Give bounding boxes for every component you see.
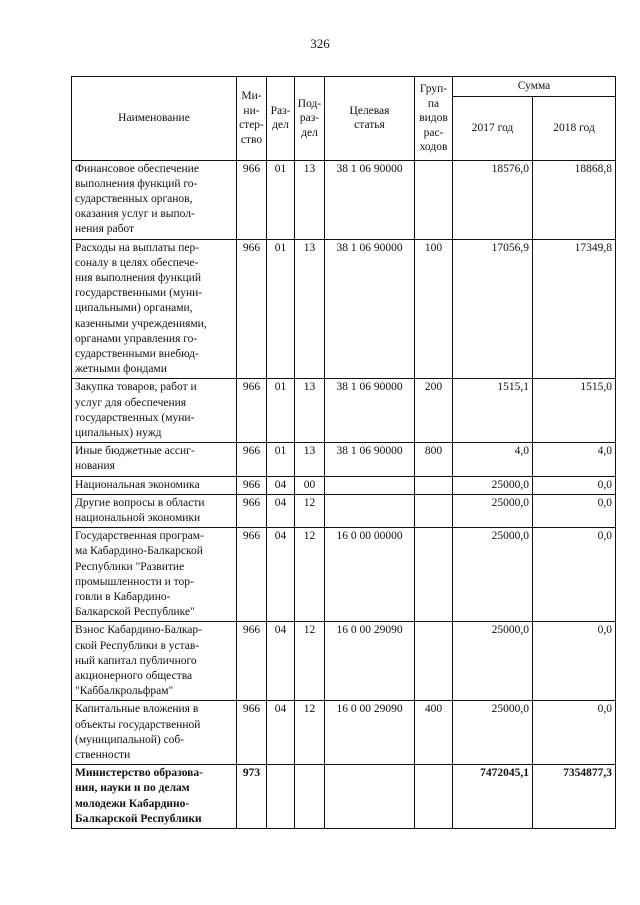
header-name: Наименование	[72, 77, 237, 161]
table-row	[72, 494, 616, 527]
cell-section: 01	[267, 443, 295, 476]
cell-sum-2017: 7472045,1	[453, 765, 533, 829]
page-number: 326	[310, 36, 330, 51]
table-row	[72, 160, 616, 239]
cell-sum-2017: 4,0	[453, 443, 533, 476]
cell-target	[325, 494, 415, 527]
cell-section	[267, 765, 295, 829]
cell-sum-2017: 25000,0	[453, 701, 533, 765]
header-year-2018: 2018 год	[533, 96, 616, 160]
header-target: Целевая статья	[325, 77, 415, 161]
cell-ministry: 966	[237, 528, 267, 622]
table-row	[72, 528, 616, 622]
cell-target: 38 1 06 90000	[325, 443, 415, 476]
header-subsection: Под- раз- дел	[295, 77, 325, 161]
cell-target: 16 0 00 29090	[325, 701, 415, 765]
cell-subsection	[295, 765, 325, 829]
cell-group	[415, 765, 453, 829]
cell-section: 01	[267, 160, 295, 239]
cell-name: Финансовое обеспечение выполнения функций го- сударственных органов, оказания услуг и выпол- нения работ	[72, 160, 237, 239]
cell-section: 04	[267, 701, 295, 765]
cell-sum-2018: 0,0	[533, 701, 616, 765]
cell-ministry: 966	[237, 701, 267, 765]
cell-sum-2018: 7354877,3	[533, 765, 616, 829]
cell-ministry: 966	[237, 379, 267, 443]
table-row	[72, 622, 616, 701]
cell-target	[325, 765, 415, 829]
cell-group: 800	[415, 443, 453, 476]
cell-section: 04	[267, 622, 295, 701]
cell-sum-2018: 0,0	[533, 494, 616, 527]
table-row	[72, 701, 616, 765]
cell-ministry: 966	[237, 160, 267, 239]
cell-subsection: 13	[295, 239, 325, 379]
cell-section: 01	[267, 239, 295, 379]
table-row	[72, 476, 616, 494]
cell-ministry: 973	[237, 765, 267, 829]
cell-name: Министерство образова- ния, науки и по делам молодежи Кабардино- Балкарской Республики	[72, 765, 237, 829]
cell-subsection: 13	[295, 443, 325, 476]
cell-name: Иные бюджетные ассиг- нования	[72, 443, 237, 476]
cell-sum-2018: 1515,0	[533, 379, 616, 443]
cell-sum-2017: 25000,0	[453, 494, 533, 527]
header-group: Груп- па видов рас- ходов	[415, 77, 453, 161]
budget-table	[71, 76, 616, 829]
cell-ministry: 966	[237, 476, 267, 494]
cell-sum-2018: 0,0	[533, 476, 616, 494]
cell-sum-2017: 18576,0	[453, 160, 533, 239]
cell-sum-2018: 17349,8	[533, 239, 616, 379]
cell-group: 200	[415, 379, 453, 443]
header-year-2017: 2017 год	[453, 96, 533, 160]
cell-ministry: 966	[237, 443, 267, 476]
cell-group	[415, 494, 453, 527]
cell-name: Закупка товаров, работ и услуг для обеспечения государственных (муни- ципальных) нужд	[72, 379, 237, 443]
cell-ministry: 966	[237, 494, 267, 527]
cell-name: Расходы на выплаты пер- соналу в целях обеспече- ния выполнения функций государственными (муни- ципальными) органами, казенными учреждениями, органами управления го- сударственными внебюд- жетными фондами	[72, 239, 237, 379]
cell-group: 400	[415, 701, 453, 765]
cell-target: 38 1 06 90000	[325, 239, 415, 379]
cell-subsection: 12	[295, 494, 325, 527]
header-ministry: Ми- ни- стер- ство	[237, 77, 267, 161]
cell-group	[415, 528, 453, 622]
cell-section: 04	[267, 494, 295, 527]
cell-section: 04	[267, 528, 295, 622]
cell-section: 04	[267, 476, 295, 494]
cell-target: 16 0 00 00000	[325, 528, 415, 622]
cell-target: 16 0 00 29090	[325, 622, 415, 701]
cell-subsection: 13	[295, 160, 325, 239]
table-row	[72, 443, 616, 476]
cell-name: Другие вопросы в области национальной экономики	[72, 494, 237, 527]
cell-sum-2018: 18868,8	[533, 160, 616, 239]
cell-sum-2017: 25000,0	[453, 528, 533, 622]
cell-sum-2017: 25000,0	[453, 622, 533, 701]
table-row	[72, 239, 616, 379]
cell-subsection: 12	[295, 528, 325, 622]
cell-ministry: 966	[237, 622, 267, 701]
cell-sum-2017: 17056,9	[453, 239, 533, 379]
cell-sum-2018: 0,0	[533, 622, 616, 701]
cell-subsection: 00	[295, 476, 325, 494]
cell-group	[415, 476, 453, 494]
cell-sum-2018: 4,0	[533, 443, 616, 476]
cell-sum-2018: 0,0	[533, 528, 616, 622]
cell-subsection: 12	[295, 701, 325, 765]
header-section: Раз- дел	[267, 77, 295, 161]
cell-sum-2017: 1515,1	[453, 379, 533, 443]
cell-group	[415, 622, 453, 701]
cell-name: Взнос Кабардино-Балкар- ской Республики в устав- ный капитал публичного акционерного общества "Каббалкрольфрам"	[72, 622, 237, 701]
cell-group	[415, 160, 453, 239]
cell-name: Государственная програм- ма Кабардино-Балкарской Республики "Развитие промышленности и тор- говли в Кабардино- Балкарской Республике"	[72, 528, 237, 622]
table-row	[72, 765, 616, 829]
table-row	[72, 379, 616, 443]
cell-subsection: 13	[295, 379, 325, 443]
cell-name: Национальная экономика	[72, 476, 237, 494]
cell-target: 38 1 06 90000	[325, 160, 415, 239]
cell-section: 01	[267, 379, 295, 443]
header-sum: Сумма	[453, 77, 616, 97]
cell-name: Капитальные вложения в объекты государственной (муниципальной) соб- ственности	[72, 701, 237, 765]
cell-group: 100	[415, 239, 453, 379]
cell-target	[325, 476, 415, 494]
cell-sum-2017: 25000,0	[453, 476, 533, 494]
cell-ministry: 966	[237, 239, 267, 379]
cell-target: 38 1 06 90000	[325, 379, 415, 443]
cell-subsection: 12	[295, 622, 325, 701]
